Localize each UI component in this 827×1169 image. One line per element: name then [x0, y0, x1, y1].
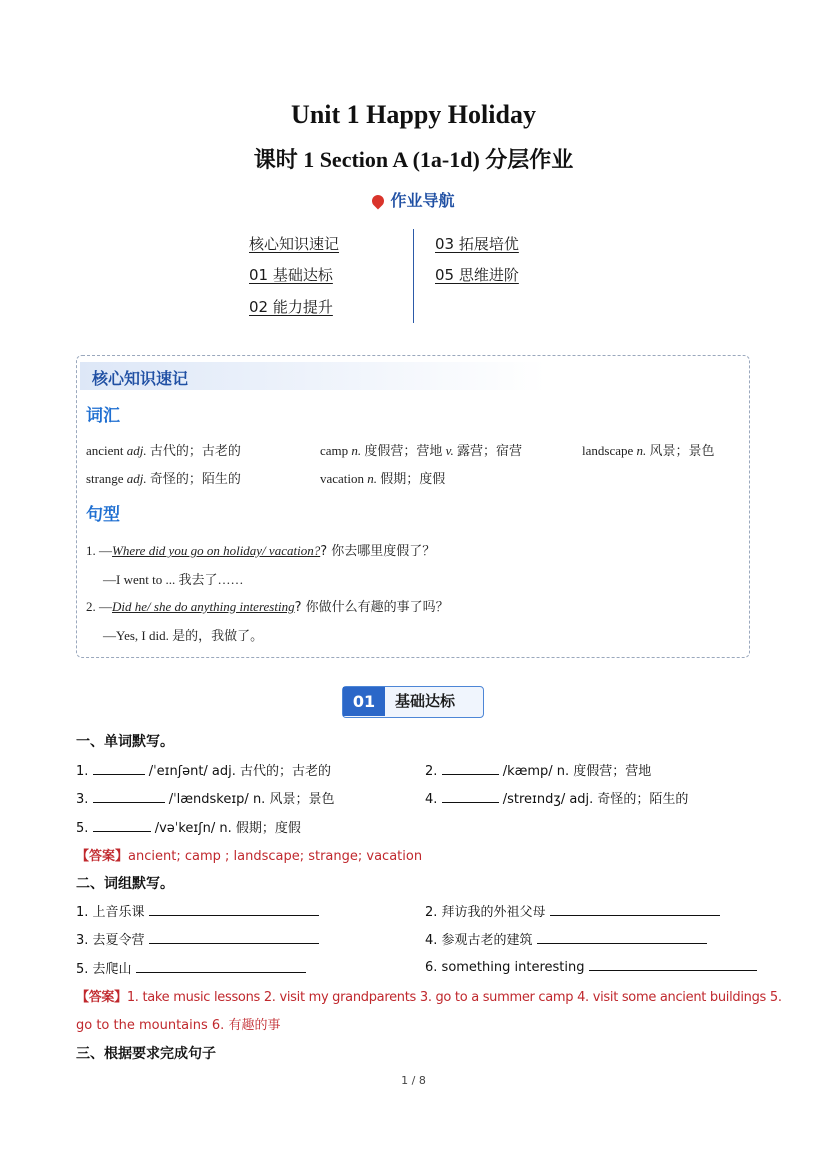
answer-blank[interactable]: [93, 762, 145, 775]
word-item-5: 5. /vəˈkeɪʃn/ n. 假期；度假: [76, 821, 301, 836]
nav-link-extend[interactable]: 03 拓展培优: [435, 235, 519, 253]
nav-link-basic[interactable]: 01 基础达标: [249, 266, 333, 284]
vocab-ancient: ancient adj. 古代的；古老的: [86, 443, 241, 459]
word-item-2: 2. /kæmp/ n. 度假营；营地: [425, 764, 652, 779]
part1-answer: 【答案】ancient; camp ; landscape; strange; vacation: [76, 849, 423, 864]
page-number: 1 / 8: [401, 1074, 426, 1087]
word-item-4: 4. /streɪndʒ/ adj. 奇怪的；陌生的: [425, 792, 689, 807]
phrase-item-2: 2. 拜访我的外祖父母: [425, 901, 720, 920]
core-title: 核心知识速记: [92, 369, 189, 388]
phrase-item-6: 6. something interesting: [425, 958, 757, 975]
vocab-heading: 词汇: [86, 406, 120, 426]
pattern-2-reply: —Yes, I did. 是的，我做了。: [103, 628, 264, 643]
answer-blank[interactable]: [442, 762, 499, 775]
answer-blank[interactable]: [550, 903, 720, 916]
vocab-camp: camp n. 度假营；营地 v. 露营；宿营: [320, 443, 522, 459]
phrase-item-1: 1. 上音乐课: [76, 901, 319, 920]
phrase-item-5: 5. 去爬山: [76, 958, 306, 977]
pattern-heading: 句型: [86, 505, 120, 525]
nav-link-core[interactable]: 核心知识速记: [249, 235, 340, 253]
answer-blank[interactable]: [93, 790, 165, 803]
pattern-1: 1. —Where did you go on holiday/ vacation?? 你去哪里度假了？: [86, 543, 436, 559]
page-subtitle: 课时 1 Section A (1a-1d) 分层作业: [253, 147, 574, 172]
location-pin-icon: [370, 193, 387, 210]
vocab-vacation: vacation n. 假期；度假: [320, 471, 446, 487]
answer-blank[interactable]: [589, 958, 757, 971]
answer-blank[interactable]: [149, 931, 319, 944]
nav-link-thinking[interactable]: 05 思维进阶: [435, 266, 519, 284]
pattern-1-reply: —I went to ... 我去了……: [103, 572, 244, 587]
vocab-landscape: landscape n. 风景；景色: [582, 443, 715, 459]
part2-heading: 二、词组默写。: [76, 876, 174, 892]
part2-answer-cont: go to the mountains 6. 有趣的事: [76, 1018, 281, 1033]
nav-heading-label: 作业导航: [390, 191, 455, 210]
nav-heading: [0, 188, 827, 211]
answer-blank[interactable]: [136, 960, 306, 973]
nav-link-ability[interactable]: 02 能力提升: [249, 298, 333, 316]
pattern-2: 2. —Did he/ she do anything interesting? 你做什么有趣的事了吗？: [86, 599, 449, 615]
answer-blank[interactable]: [149, 903, 319, 916]
badge-number: 01: [343, 687, 385, 716]
part3-heading: 三、根据要求完成句子: [76, 1046, 216, 1062]
phrase-item-3: 3. 去夏令营: [76, 929, 319, 948]
section-badge-basic: [342, 686, 484, 718]
vocab-strange: strange adj. 奇怪的；陌生的: [86, 471, 241, 487]
answer-blank[interactable]: [442, 790, 499, 803]
answer-blank[interactable]: [537, 931, 707, 944]
answer-blank[interactable]: [93, 819, 151, 832]
part1-heading: 一、单词默写。: [76, 734, 174, 750]
nav-divider: [413, 229, 414, 323]
word-item-3: 3. /ˈlændskeɪp/ n. 风景；景色: [76, 792, 335, 807]
phrase-item-4: 4. 参观古老的建筑: [425, 929, 707, 948]
badge-label: 基础达标: [395, 692, 456, 710]
page-title: Unit 1 Happy Holiday: [291, 100, 536, 129]
word-item-1: 1. /ˈeɪnʃənt/ adj. 古代的；古老的: [76, 764, 332, 779]
part2-answer: 【答案】1. take music lessons 2. visit my grandparents 3. go to a summer camp 4. visit some ancient buildings 5.: [76, 990, 782, 1005]
